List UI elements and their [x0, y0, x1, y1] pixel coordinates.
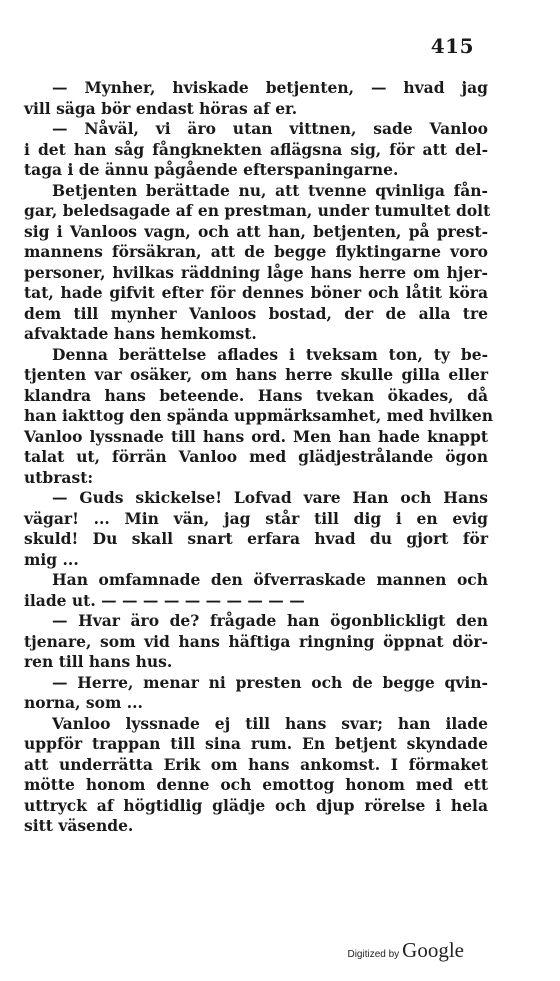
text-line: — Herre, menar ni presten och de begge qvin- — [52, 672, 488, 692]
text-line: gar, beledsagade af en prestman, under tumultet dolt — [24, 201, 491, 220]
google-logo: Google — [402, 938, 464, 962]
text-line: sig i Vanloos vagn, och att han, betjenten, på prest- — [24, 221, 488, 241]
text-line: han iakttog den spända uppmärksamhet, med hvilken — [24, 406, 494, 425]
text-line: mötte honom denne och emottog honom med ett — [24, 775, 488, 794]
text-line: mannens försäkran, att de begge flyktingarne voro — [24, 242, 488, 261]
text-line: uttryck af högtidlig glädje och djup rörelse i hela — [24, 795, 488, 815]
text-line: att underrätta Erik om hans ankomst. I förmaket — [24, 754, 488, 774]
text-line: vill säga bör endast höras af er. — [24, 98, 298, 118]
text-line: skuld! Du skall snart erfara hvad du gjort för — [24, 529, 488, 548]
text-line: — Guds skickelse! Lofvad vare Han och Hans — [52, 488, 488, 507]
body-text — [24, 78, 494, 837]
text-line: klandra hans beteende. Hans tvekan ökades, då — [24, 385, 488, 405]
text-line: ilade ut. — — — — — — — — — — — [24, 590, 305, 610]
text-line: vägar! ... Min vän, jag står till dig i en evig — [24, 508, 488, 528]
text-line: Denna berättelse aflades i tveksam ton, ty be- — [52, 344, 488, 364]
text-line: afvaktade hans hemkomst. — [24, 324, 257, 343]
text-line: — Nåväl, vi äro utan vittnen, sade Vanloo — [52, 119, 488, 138]
text-line: norna, som ... — [24, 693, 143, 712]
text-line: personer, hvilkas räddning låge hans herre om hjer- — [24, 262, 488, 282]
text-line: mig ... — [24, 549, 79, 569]
text-line: Vanloo lyssnade till hans ord. Men han hade knappt — [24, 426, 488, 446]
text-line: taga i de ännu pågående efterspaningarne. — [24, 160, 399, 179]
text-line: talat ut, förrän Vanloo med glädjestrålande ögon — [24, 447, 488, 466]
text-line: tjenten var osäker, om hans herre skulle gilla eller — [24, 365, 488, 384]
watermark-label: Digitized by — [347, 949, 400, 960]
text-line: dem till mynher Vanloos bostad, der de alla tre — [24, 303, 488, 323]
text-line: tat, hade gifvit efter för dennes böner och låtit köra — [24, 283, 488, 302]
text-line: ren till hans hus. — [24, 652, 173, 671]
digitization-watermark — [347, 938, 464, 963]
text-line: Han omfamnade den öfverraskade mannen och — [52, 570, 488, 589]
page-number: 415 — [430, 34, 474, 58]
text-line: Betjenten berättade nu, att tvenne qvinliga fån- — [52, 180, 488, 200]
text-line: sitt väsende. — [24, 816, 134, 835]
text-line: i det han såg fångknekten aflägsna sig, för att del- — [24, 139, 488, 159]
text-line: — Mynher, hviskade betjenten, — hvad jag — [52, 78, 488, 97]
text-line: uppför trappan till sina rum. En betjent skyndade — [24, 734, 488, 753]
text-line: — Hvar äro de? frågade han ögonblickligt den — [52, 611, 488, 630]
text-line: Vanloo lyssnade ej till hans svar; han ilade — [52, 713, 488, 733]
text-line: utbrast: — [24, 467, 94, 487]
text-line: tjenare, som vid hans häftiga ringning öppnat dör- — [24, 631, 488, 651]
